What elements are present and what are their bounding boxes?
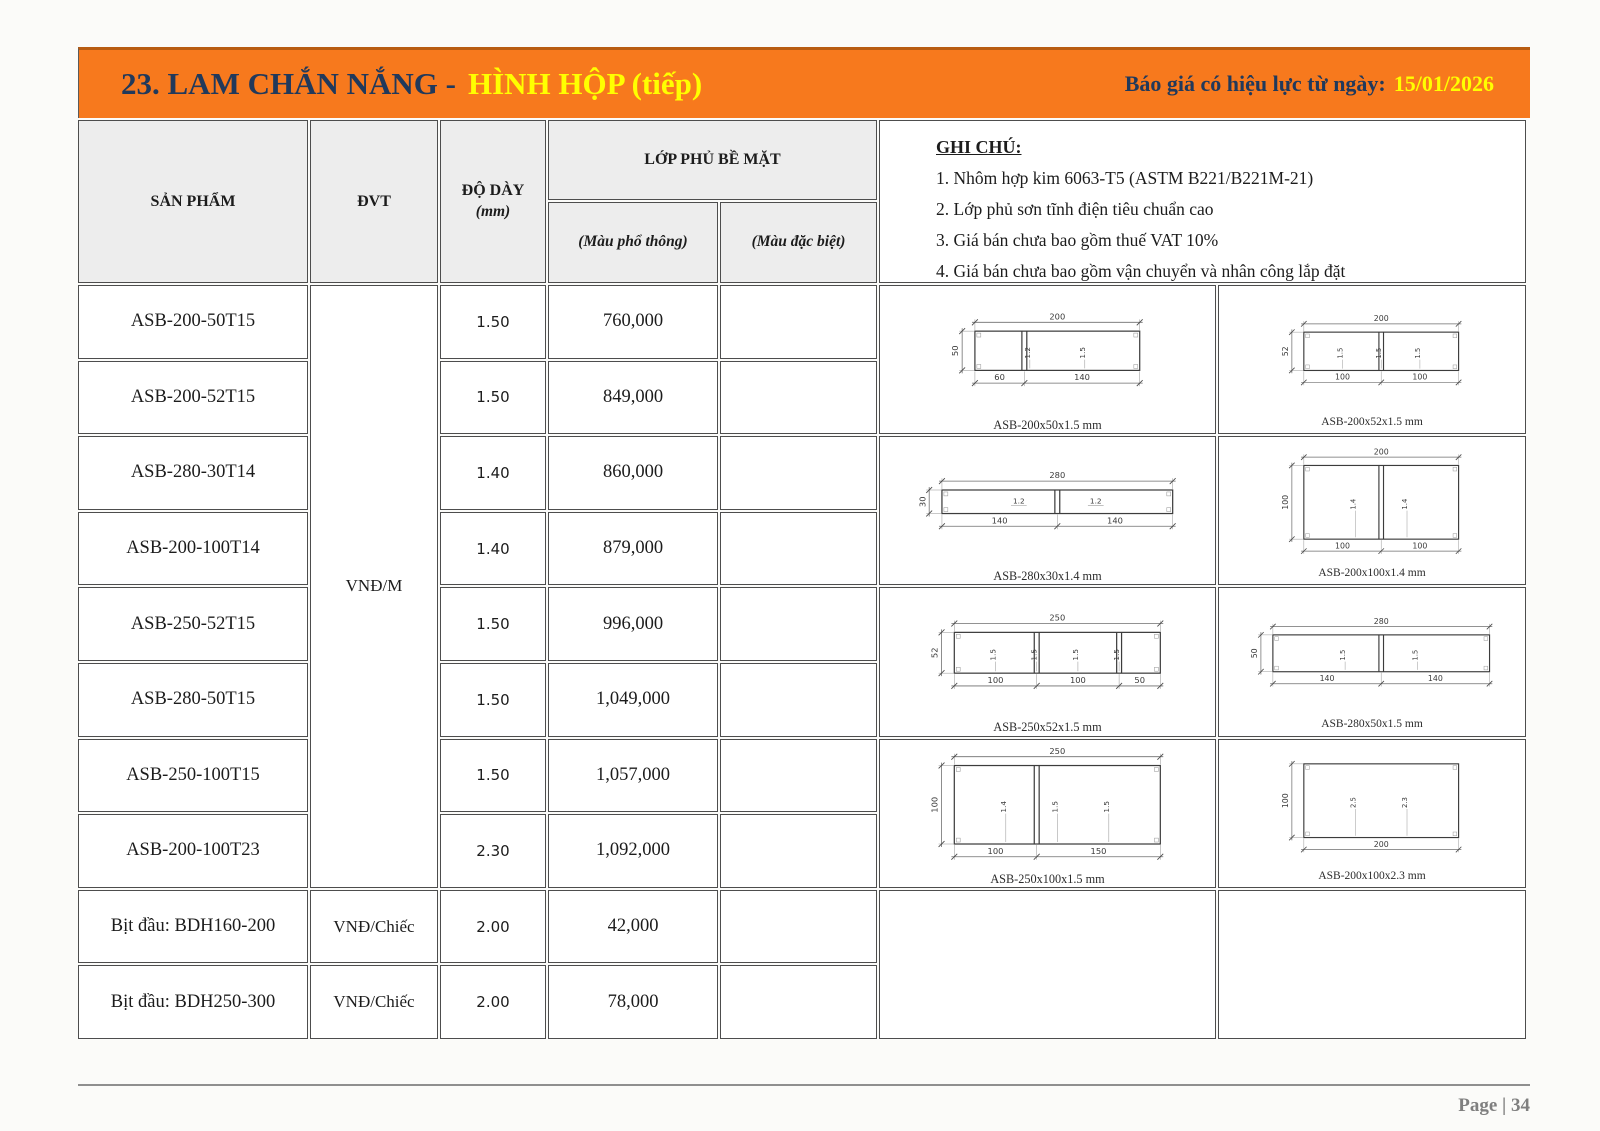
thickness-cell: 2.30 — [440, 814, 546, 888]
unit-cell-merged: VNĐ/M — [310, 285, 438, 888]
svg-text:1.5: 1.5 — [1411, 650, 1420, 662]
product-cell: ASB-200-100T23 — [78, 814, 308, 888]
price-common-cell: 879,000 — [548, 512, 718, 586]
page-number: Page | 34 — [1458, 1095, 1530, 1116]
svg-text:140: 140 — [1107, 515, 1123, 526]
title-bar — [78, 47, 1530, 118]
price-common-cell: 78,000 — [548, 965, 718, 1039]
thickness-cell: 1.40 — [440, 512, 546, 586]
content-area — [78, 47, 1530, 1039]
page-title-highlight: HÌNH HỘP (tiếp) — [467, 66, 703, 101]
svg-text:50: 50 — [1134, 675, 1146, 686]
svg-text:1.5: 1.5 — [1070, 649, 1080, 661]
product-cell: ASB-280-30T14 — [78, 436, 308, 510]
profile-drawing-svg — [881, 438, 1214, 583]
svg-text:52: 52 — [1281, 346, 1291, 357]
price-special-cell — [720, 361, 877, 435]
svg-text:2.5: 2.5 — [1349, 796, 1358, 808]
svg-text:1.5: 1.5 — [1050, 800, 1060, 813]
svg-text:100: 100 — [1335, 372, 1350, 382]
svg-text:140: 140 — [1074, 372, 1090, 383]
profile-drawing-svg — [1220, 287, 1524, 432]
profile-drawing-svg — [1220, 589, 1524, 734]
svg-text:ASB-200x50x1.5 mm: ASB-200x50x1.5 mm — [993, 418, 1102, 433]
svg-text:ASB-280x30x1.4 mm: ASB-280x30x1.4 mm — [993, 569, 1102, 584]
page-title-main: 23. LAM CHẮN NẮNG - — [121, 66, 456, 101]
svg-text:100: 100 — [929, 796, 940, 813]
svg-text:100: 100 — [987, 845, 1004, 856]
notes-title: GHI CHÚ: — [936, 137, 1022, 157]
note-item-2: 2. Lớp phủ sơn tĩnh điện tiêu chuẩn cao — [936, 199, 1214, 220]
profile-drawing-svg — [881, 741, 1214, 886]
column-header-thickness — [440, 120, 546, 283]
price-special-cell — [720, 814, 877, 888]
empty-drawing-cell — [1218, 890, 1526, 1039]
validity-date: 15/01/2026 — [1393, 71, 1494, 96]
svg-text:60: 60 — [994, 372, 1005, 383]
product-cell: ASB-200-50T15 — [78, 285, 308, 359]
price-common-cell: 1,049,000 — [548, 663, 718, 737]
unit-cell: VNĐ/Chiếc — [310, 890, 438, 964]
svg-text:200: 200 — [1049, 311, 1066, 322]
column-header-product: SẢN PHẨM — [78, 120, 308, 283]
svg-text:ASB-200x100x1.4 mm: ASB-200x100x1.4 mm — [1318, 567, 1426, 580]
profile-drawing — [1218, 436, 1526, 585]
svg-text:200: 200 — [1373, 447, 1389, 457]
product-cell: Bịt đầu: BDH160-200 — [78, 890, 308, 964]
profile-drawing — [879, 436, 1216, 585]
svg-text:ASB-280x50x1.5 mm: ASB-280x50x1.5 mm — [1321, 718, 1423, 731]
svg-text:100: 100 — [1412, 541, 1428, 551]
product-cell: ASB-200-100T14 — [78, 512, 308, 586]
price-special-cell — [720, 890, 877, 964]
svg-text:1.2: 1.2 — [1089, 496, 1102, 506]
svg-text:250: 250 — [1049, 745, 1066, 756]
svg-text:1.5: 1.5 — [1413, 347, 1422, 359]
svg-text:52: 52 — [929, 647, 940, 659]
column-header-unit: ĐVT — [310, 120, 438, 283]
note-item-4: 4. Giá bán chưa bao gồm vận chuyển và nhân công lắp đặt — [936, 261, 1346, 282]
price-special-cell — [720, 965, 877, 1039]
thickness-cell: 2.00 — [440, 890, 546, 964]
svg-text:2.3: 2.3 — [1401, 796, 1410, 808]
profile-drawing — [879, 285, 1216, 434]
thickness-cell: 2.00 — [440, 965, 546, 1039]
svg-text:100: 100 — [1281, 792, 1291, 808]
price-common-cell: 996,000 — [548, 587, 718, 661]
svg-text:100: 100 — [987, 675, 1004, 686]
svg-text:100: 100 — [1412, 372, 1428, 382]
price-special-cell — [720, 587, 877, 661]
unit-cell: VNĐ/Chiếc — [310, 965, 438, 1039]
svg-text:1.5: 1.5 — [1077, 346, 1087, 359]
product-cell: ASB-280-50T15 — [78, 663, 308, 737]
thickness-header-label: ĐỘ DÀY — [461, 182, 525, 200]
column-header-special-color: (Màu đặc biệt) — [720, 202, 877, 283]
price-common-cell: 42,000 — [548, 890, 718, 964]
svg-text:100: 100 — [1335, 541, 1350, 551]
svg-text:280: 280 — [1373, 617, 1389, 627]
svg-text:ASB-250x52x1.5 mm: ASB-250x52x1.5 mm — [993, 720, 1102, 735]
svg-text:1.5: 1.5 — [1101, 800, 1111, 813]
svg-text:1.5: 1.5 — [988, 649, 998, 661]
svg-text:1.5: 1.5 — [1029, 649, 1039, 661]
validity-label: Báo giá có hiệu lực từ ngày: — [1124, 71, 1386, 96]
profile-drawing — [1218, 285, 1526, 434]
thickness-cell: 1.50 — [440, 587, 546, 661]
svg-text:200: 200 — [1373, 839, 1389, 849]
svg-text:1.5: 1.5 — [1375, 347, 1384, 359]
page-title — [121, 66, 702, 102]
price-common-cell: 849,000 — [548, 361, 718, 435]
empty-drawing-cell — [879, 890, 1216, 1039]
column-header-common-color: (Màu phổ thông) — [548, 202, 718, 283]
product-cell: ASB-200-52T15 — [78, 361, 308, 435]
price-common-cell: 760,000 — [548, 285, 718, 359]
svg-text:30: 30 — [917, 496, 928, 508]
profile-drawing-svg — [1220, 438, 1524, 583]
thickness-header-unit: (mm) — [475, 202, 511, 220]
svg-text:100: 100 — [1281, 495, 1291, 510]
svg-text:140: 140 — [991, 515, 1008, 526]
price-special-cell — [720, 663, 877, 737]
svg-text:ASB-200x100x2.3 mm: ASB-200x100x2.3 mm — [1318, 869, 1426, 882]
svg-text:50: 50 — [950, 345, 961, 357]
profile-drawing — [1218, 739, 1526, 888]
svg-text:1.5: 1.5 — [1112, 649, 1122, 661]
price-special-cell — [720, 739, 877, 813]
svg-text:1.4: 1.4 — [998, 800, 1008, 813]
notes-cell — [879, 120, 1526, 283]
svg-text:200: 200 — [1373, 314, 1389, 324]
svg-text:1.2: 1.2 — [1013, 496, 1025, 506]
price-common-cell: 1,092,000 — [548, 814, 718, 888]
profile-drawing-svg — [881, 287, 1214, 432]
product-cell: ASB-250-100T15 — [78, 739, 308, 813]
product-cell: Bịt đầu: BDH250-300 — [78, 965, 308, 1039]
profile-drawing — [1218, 587, 1526, 736]
thickness-cell: 1.50 — [440, 663, 546, 737]
svg-text:50: 50 — [1250, 648, 1260, 659]
svg-text:1.5: 1.5 — [1336, 347, 1345, 359]
svg-text:1.2: 1.2 — [1022, 346, 1032, 359]
profile-drawing-svg — [1220, 741, 1524, 886]
profile-drawing-svg — [881, 589, 1214, 734]
svg-text:100: 100 — [1069, 675, 1086, 686]
validity-note — [1125, 71, 1494, 97]
thickness-cell: 1.50 — [440, 739, 546, 813]
page-footer — [78, 1084, 1530, 1117]
price-special-cell — [720, 512, 877, 586]
svg-text:140: 140 — [1427, 674, 1443, 684]
price-table — [78, 120, 1530, 1039]
svg-text:140: 140 — [1319, 674, 1335, 684]
svg-text:ASB-250x100x1.5 mm: ASB-250x100x1.5 mm — [990, 871, 1105, 886]
svg-text:1.5: 1.5 — [1339, 650, 1348, 662]
thickness-cell: 1.50 — [440, 361, 546, 435]
profile-drawing — [879, 587, 1216, 736]
price-common-cell: 860,000 — [548, 436, 718, 510]
product-cell: ASB-250-52T15 — [78, 587, 308, 661]
price-special-cell — [720, 285, 877, 359]
price-special-cell — [720, 436, 877, 510]
note-item-1: 1. Nhôm hợp kim 6063-T5 (ASTM B221/B221M-21) — [936, 168, 1314, 189]
column-header-coating: LỚP PHỦ BỀ MẶT — [548, 120, 877, 200]
svg-text:1.4: 1.4 — [1401, 498, 1410, 510]
svg-text:280: 280 — [1049, 470, 1066, 481]
thickness-cell: 1.40 — [440, 436, 546, 510]
svg-text:150: 150 — [1090, 845, 1107, 856]
thickness-cell: 1.50 — [440, 285, 546, 359]
note-item-3: 3. Giá bán chưa bao gồm thuế VAT 10% — [936, 230, 1219, 251]
price-common-cell: 1,057,000 — [548, 739, 718, 813]
svg-text:1.4: 1.4 — [1349, 498, 1358, 510]
svg-text:ASB-200x52x1.5 mm: ASB-200x52x1.5 mm — [1321, 415, 1423, 428]
profile-drawing — [879, 739, 1216, 888]
svg-text:250: 250 — [1049, 612, 1066, 623]
